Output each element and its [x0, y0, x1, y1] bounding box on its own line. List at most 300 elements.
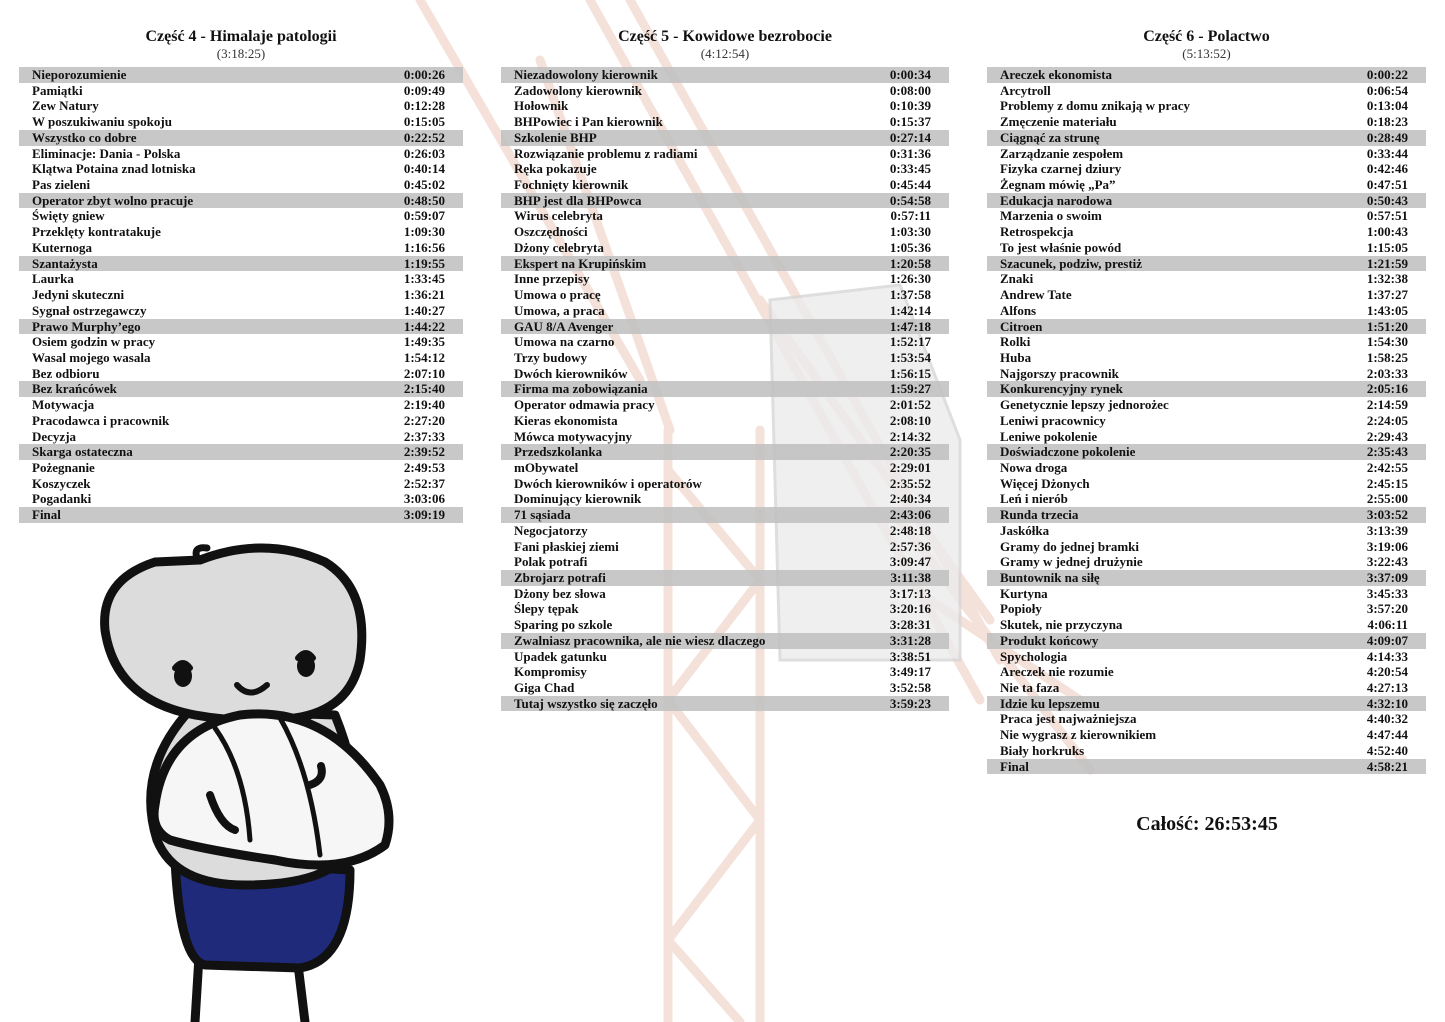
track-time: 4:09:07: [1366, 632, 1408, 648]
track-time: 2:14:32: [889, 428, 931, 444]
track-name: Ręka pokazuje: [514, 161, 597, 177]
track-row: [987, 366, 1426, 382]
track-row: [19, 429, 463, 445]
track-row: [987, 256, 1426, 272]
track-row: [501, 130, 949, 146]
track-time: 1:56:15: [889, 365, 931, 381]
track-name: Operator zbyt wolno pracuje: [32, 192, 194, 208]
track-row: [987, 570, 1426, 586]
track-row: [501, 350, 949, 366]
track-name: Szantażysta: [32, 255, 98, 271]
track-row: [501, 146, 949, 162]
track-name: Popioły: [1000, 601, 1042, 617]
track-row: [19, 67, 463, 83]
track-name: Najgorszy pracownik: [1000, 365, 1119, 381]
track-name: Nie wygrasz z kierownikiem: [1000, 727, 1157, 743]
track-row: [987, 523, 1426, 539]
track-name: Runda trzecia: [1000, 507, 1079, 523]
track-time: 0:08:00: [889, 82, 931, 98]
track-name: Marzenia o swoim: [1000, 208, 1102, 224]
track-time: 1:42:14: [889, 302, 931, 318]
track-time: 1:26:30: [889, 271, 931, 287]
track-name: Jaskółka: [1000, 522, 1050, 538]
track-name: Wirus celebryta: [514, 208, 603, 224]
track-name: Leniwi pracownicy: [1000, 412, 1106, 428]
track-row: [19, 98, 463, 114]
track-row: [987, 743, 1426, 759]
track-row: [987, 429, 1426, 445]
track-time: 3:03:52: [1366, 507, 1408, 523]
track-row: [987, 727, 1426, 743]
track-row: [987, 271, 1426, 287]
track-time: 0:48:50: [403, 192, 445, 208]
track-time: 0:45:02: [403, 177, 445, 193]
track-row: [19, 507, 463, 523]
track-list: [501, 67, 949, 711]
track-row: [19, 256, 463, 272]
track-row: [987, 287, 1426, 303]
track-time: 1:19:55: [403, 255, 445, 271]
track-row: [19, 208, 463, 224]
track-name: Laurka: [32, 271, 74, 287]
track-row: [19, 444, 463, 460]
track-time: 0:26:03: [403, 145, 445, 161]
track-name: Sygnał ostrzegawczy: [32, 302, 147, 318]
track-time: 2:03:33: [1366, 365, 1408, 381]
track-row: [19, 460, 463, 476]
track-name: Zmęczenie materiału: [1000, 114, 1117, 130]
track-name: Ślepy tępak: [514, 601, 579, 617]
track-name: Idzie ku lepszemu: [1000, 695, 1100, 711]
track-time: 3:57:20: [1366, 601, 1408, 617]
track-row: [987, 617, 1426, 633]
track-time: 3:17:13: [889, 585, 931, 601]
track-time: 3:09:47: [889, 554, 931, 570]
track-time: 1:15:05: [1366, 239, 1408, 255]
track-row: [987, 350, 1426, 366]
track-row: [987, 98, 1426, 114]
track-name: To jest właśnie powód: [1000, 239, 1122, 255]
track-time: 4:47:44: [1366, 727, 1408, 743]
track-name: Szkolenie BHP: [514, 129, 597, 145]
track-name: Final: [32, 507, 61, 523]
track-name: Retrospekcja: [1000, 224, 1074, 240]
track-row: [19, 240, 463, 256]
track-name: Operator odmawia pracy: [514, 397, 655, 413]
track-time: 2:43:06: [889, 507, 931, 523]
track-row: [987, 303, 1426, 319]
track-row: [501, 98, 949, 114]
track-name: Edukacja narodowa: [1000, 192, 1113, 208]
track-name: Szacunek, podziw, prestiż: [1000, 255, 1143, 271]
track-time: 0:09:49: [403, 82, 445, 98]
track-time: 2:07:10: [403, 365, 445, 381]
track-row: [501, 680, 949, 696]
track-name: Giga Chad: [514, 680, 575, 696]
track-time: 1:58:25: [1366, 349, 1408, 365]
track-name: Klątwa Potaina znad lotniska: [32, 161, 196, 177]
track-name: Leniwe pokolenie: [1000, 428, 1098, 444]
track-row: [987, 586, 1426, 602]
track-time: 0:28:49: [1366, 129, 1408, 145]
track-row: [501, 617, 949, 633]
track-time: 0:59:07: [403, 208, 445, 224]
track-row: [19, 476, 463, 492]
track-name: Ekspert na Krupińskim: [514, 255, 647, 271]
track-name: Fizyka czarnej dziury: [1000, 161, 1122, 177]
track-row: [501, 664, 949, 680]
track-name: Huba: [1000, 349, 1032, 365]
track-name: Zew Natury: [32, 98, 99, 114]
track-row: [987, 633, 1426, 649]
track-row: [19, 130, 463, 146]
part-duration: (4:12:54): [700, 46, 750, 61]
track-time: 1:16:56: [403, 239, 445, 255]
track-time: 0:57:11: [890, 208, 931, 224]
track-name: Sparing po szkole: [514, 617, 613, 633]
track-time: 0:54:58: [889, 192, 931, 208]
track-name: Zwalniasz pracownika, ale nie wiesz dlaczego: [514, 632, 766, 648]
track-time: 2:24:05: [1366, 412, 1408, 428]
track-row: [987, 759, 1426, 775]
track-name: Święty gniew: [32, 208, 105, 224]
track-time: 2:55:00: [1366, 491, 1408, 507]
track-time: 2:05:16: [1366, 381, 1408, 397]
track-time: 0:47:51: [1366, 177, 1408, 193]
track-time: 1:40:27: [403, 302, 445, 318]
track-name: Mówca motywacyjny: [514, 428, 633, 444]
track-row: [501, 491, 949, 507]
track-time: 0:00:26: [403, 67, 445, 82]
track-time: 3:03:06: [403, 491, 445, 507]
track-row: [19, 319, 463, 335]
track-row: [501, 397, 949, 413]
track-time: 2:29:43: [1366, 428, 1408, 444]
track-time: 2:15:40: [403, 381, 445, 397]
track-time: 3:37:09: [1366, 570, 1408, 585]
track-name: Wszystko co dobre: [32, 129, 137, 145]
track-time: 2:14:59: [1366, 397, 1408, 413]
track-name: Zbrojarz potrafi: [514, 570, 606, 585]
track-time: 0:12:28: [403, 98, 445, 114]
track-name: Gramy do jednej bramki: [1000, 538, 1140, 554]
track-row: [987, 601, 1426, 617]
track-name: Problemy z domu znikają w pracy: [1000, 98, 1191, 114]
track-time: 0:31:36: [889, 145, 931, 161]
track-row: [987, 711, 1426, 727]
track-name: Pożegnanie: [32, 459, 95, 475]
track-name: BHPowiec i Pan kierownik: [514, 114, 663, 130]
track-row: [987, 507, 1426, 523]
track-row: [987, 680, 1426, 696]
track-row: [501, 208, 949, 224]
track-row: [19, 350, 463, 366]
track-time: 2:27:20: [403, 412, 445, 428]
track-row: [501, 256, 949, 272]
track-time: 4:52:40: [1366, 742, 1408, 758]
part-title: Część 5 - Kowidowe bezrobocie: [618, 28, 832, 45]
track-name: BHP jest dla BHPowca: [514, 192, 642, 208]
track-time: 3:31:28: [889, 632, 931, 648]
track-name: Umowa o pracę: [514, 287, 601, 303]
track-row: [501, 444, 949, 460]
track-time: 2:42:55: [1366, 459, 1408, 475]
track-row: [19, 271, 463, 287]
track-name: Pamiątki: [32, 82, 83, 98]
track-name: Polak potrafi: [514, 554, 588, 570]
track-row: [19, 161, 463, 177]
track-row: [19, 83, 463, 99]
track-name: Skutek, nie przyczyna: [1000, 617, 1123, 633]
track-time: 2:48:18: [889, 522, 931, 538]
part-duration: (5:13:52): [1182, 46, 1231, 61]
track-name: Alfons: [1000, 302, 1037, 318]
track-list: [987, 67, 1426, 774]
track-time: 3:59:23: [889, 695, 931, 711]
track-row: [501, 570, 949, 586]
track-name: Final: [1000, 758, 1029, 774]
track-name: Dwóch kierowników: [514, 365, 628, 381]
track-name: Eliminacje: Dania - Polska: [32, 145, 181, 161]
track-time: 2:39:52: [403, 444, 445, 460]
track-row: [501, 271, 949, 287]
track-row: [987, 444, 1426, 460]
track-name: Wasal mojego wasala: [32, 349, 151, 365]
track-time: 1:52:17: [889, 334, 931, 350]
track-row: [501, 193, 949, 209]
track-row: [501, 161, 949, 177]
track-time: 4:32:10: [1366, 695, 1408, 711]
track-time: 1:54:30: [1366, 334, 1408, 350]
track-row: [987, 539, 1426, 555]
track-name: Biały horkruks: [1000, 742, 1085, 758]
track-row: [987, 413, 1426, 429]
track-name: Przedszkolanka: [514, 444, 603, 460]
track-time: 1:53:54: [889, 349, 931, 365]
track-name: Genetycznie lepszy jednorożec: [1000, 397, 1169, 413]
track-row: [19, 491, 463, 507]
mascot-worker-illustration: [95, 540, 405, 1022]
track-name: Buntownik na siłę: [1000, 570, 1100, 585]
track-time: 0:33:45: [889, 161, 931, 177]
track-name: Więcej Dżonych: [1000, 475, 1090, 491]
track-time: 1:51:20: [1366, 318, 1408, 334]
track-name: Upadek gatunku: [514, 648, 607, 664]
track-row: [501, 539, 949, 555]
track-time: 0:40:14: [403, 161, 445, 177]
track-name: Doświadczone pokolenie: [1000, 444, 1136, 460]
track-name: Pas zieleni: [32, 177, 91, 193]
track-name: Ciągnąć za strunę: [1000, 129, 1100, 145]
track-name: Arcytroll: [1000, 82, 1051, 98]
track-time: 1:37:58: [889, 287, 931, 303]
track-time: 1:49:35: [403, 334, 445, 350]
track-row: [987, 664, 1426, 680]
track-name: Nowa droga: [1000, 459, 1068, 475]
track-row: [987, 381, 1426, 397]
track-time: 3:22:43: [1366, 554, 1408, 570]
track-time: 2:52:37: [403, 475, 445, 491]
track-name: Konkurencyjny rynek: [1000, 381, 1123, 397]
track-row: [19, 177, 463, 193]
track-time: 2:19:40: [403, 397, 445, 413]
track-time: 0:00:22: [1366, 67, 1408, 82]
track-time: 4:40:32: [1366, 711, 1408, 727]
track-list: [19, 67, 463, 523]
track-name: Osiem godzin w pracy: [32, 334, 156, 350]
track-name: Zarządzanie zespołem: [1000, 145, 1124, 161]
track-time: 3:19:06: [1366, 538, 1408, 554]
track-name: Gramy w jednej drużynie: [1000, 554, 1143, 570]
track-name: GAU 8/A Avenger: [514, 318, 614, 334]
track-name: Pogadanki: [32, 491, 92, 507]
track-row: [501, 366, 949, 382]
track-name: Przeklęty kontratakuje: [32, 224, 161, 240]
total-duration: Całość: 26:53:45: [1136, 813, 1278, 835]
track-time: 0:15:05: [403, 114, 445, 130]
track-row: [501, 696, 949, 712]
track-time: 0:15:37: [889, 114, 931, 130]
track-time: 0:33:44: [1366, 145, 1408, 161]
track-row: [501, 523, 949, 539]
track-name: Bez krańcówek: [32, 381, 117, 397]
track-time: 3:52:58: [889, 680, 931, 696]
track-row: [501, 649, 949, 665]
track-time: 3:38:51: [889, 648, 931, 664]
track-row: [987, 696, 1426, 712]
track-row: [19, 334, 463, 350]
track-name: Kuternoga: [32, 239, 92, 255]
track-name: Kompromisy: [514, 664, 587, 680]
track-name: Citroen: [1000, 318, 1043, 334]
track-time: 1:33:45: [403, 271, 445, 287]
track-time: 2:29:01: [889, 459, 931, 475]
track-row: [987, 83, 1426, 99]
track-name: Tutaj wszystko się zaczęło: [514, 695, 658, 711]
track-row: [501, 303, 949, 319]
track-name: Dżony celebryta: [514, 239, 604, 255]
track-row: [19, 413, 463, 429]
track-row: [987, 146, 1426, 162]
track-time: 0:27:14: [889, 129, 931, 145]
track-time: 2:40:34: [889, 491, 931, 507]
track-name: Dominujący kierownik: [514, 491, 642, 507]
track-name: Żegnam mówię „Pa”: [1000, 177, 1116, 193]
track-row: [987, 224, 1426, 240]
track-time: 1:00:43: [1366, 224, 1408, 240]
track-row: [501, 319, 949, 335]
track-name: Areczek ekonomista: [1000, 67, 1113, 82]
track-time: 4:06:11: [1367, 617, 1408, 633]
track-row: [987, 476, 1426, 492]
track-row: [19, 146, 463, 162]
track-name: Umowa, a praca: [514, 302, 605, 318]
track-name: Hołownik: [514, 98, 569, 114]
track-time: 0:10:39: [889, 98, 931, 114]
track-row: [987, 397, 1426, 413]
track-time: 3:09:19: [403, 507, 445, 523]
track-time: 3:45:33: [1366, 585, 1408, 601]
track-row: [19, 224, 463, 240]
track-row: [987, 130, 1426, 146]
track-time: 3:49:17: [889, 664, 931, 680]
track-time: 3:11:38: [890, 570, 931, 585]
track-row: [987, 319, 1426, 335]
track-time: 0:18:23: [1366, 114, 1408, 130]
track-time: 2:08:10: [889, 412, 931, 428]
track-time: 1:54:12: [403, 349, 445, 365]
track-name: Prawo Murphy’ego: [32, 318, 141, 334]
track-name: mObywatel: [514, 459, 579, 475]
track-time: 2:01:52: [889, 397, 931, 413]
track-name: Negocjatorzy: [514, 522, 588, 538]
track-name: Spychologia: [1000, 648, 1068, 664]
track-row: [19, 193, 463, 209]
track-row: [501, 287, 949, 303]
track-time: 2:35:52: [889, 475, 931, 491]
track-row: [501, 114, 949, 130]
track-name: Andrew Tate: [1000, 287, 1072, 303]
track-time: 1:20:58: [889, 255, 931, 271]
track-row: [501, 460, 949, 476]
track-name: Niezadowolony kierownik: [514, 67, 658, 82]
track-time: 4:58:21: [1366, 758, 1408, 774]
track-time: 1:36:21: [403, 287, 445, 303]
track-time: 1:32:38: [1366, 271, 1408, 287]
track-name: Nieporozumienie: [32, 67, 127, 82]
track-row: [501, 67, 949, 83]
track-time: 0:42:46: [1366, 161, 1408, 177]
track-row: [501, 334, 949, 350]
track-name: Rolki: [1000, 334, 1031, 350]
track-name: Inne przepisy: [514, 271, 590, 287]
track-row: [501, 240, 949, 256]
track-row: [987, 177, 1426, 193]
track-name: Praca jest najważniejsza: [1000, 711, 1137, 727]
track-name: Motywacja: [32, 397, 95, 413]
track-name: Koszyczek: [32, 475, 91, 491]
track-time: 2:45:15: [1366, 475, 1408, 491]
track-name: Areczek nie rozumie: [1000, 664, 1114, 680]
track-name: Rozwiązanie problemu z radiami: [514, 145, 698, 161]
track-name: Znaki: [1000, 271, 1034, 287]
track-time: 4:27:13: [1366, 680, 1408, 696]
track-time: 2:57:36: [889, 538, 931, 554]
track-row: [987, 67, 1426, 83]
part-title: Część 4 - Himalaje patologii: [145, 28, 337, 45]
track-row: [19, 381, 463, 397]
track-name: Oszczędności: [514, 224, 588, 240]
track-name: W poszukiwaniu spokoju: [32, 114, 172, 130]
track-row: [501, 381, 949, 397]
track-name: Umowa na czarno: [514, 334, 615, 350]
track-time: 0:50:43: [1366, 192, 1408, 208]
track-time: 3:13:39: [1366, 522, 1408, 538]
track-time: 0:13:04: [1366, 98, 1408, 114]
track-name: Kieras ekonomista: [514, 412, 618, 428]
track-time: 3:28:31: [889, 617, 931, 633]
track-row: [501, 507, 949, 523]
track-name: Bez odbioru: [32, 365, 100, 381]
track-row: [987, 161, 1426, 177]
track-row: [987, 491, 1426, 507]
track-row: [501, 177, 949, 193]
track-row: [19, 114, 463, 130]
track-row: [987, 193, 1426, 209]
track-row: [501, 633, 949, 649]
track-time: 2:20:35: [889, 444, 931, 460]
track-time: 1:03:30: [889, 224, 931, 240]
